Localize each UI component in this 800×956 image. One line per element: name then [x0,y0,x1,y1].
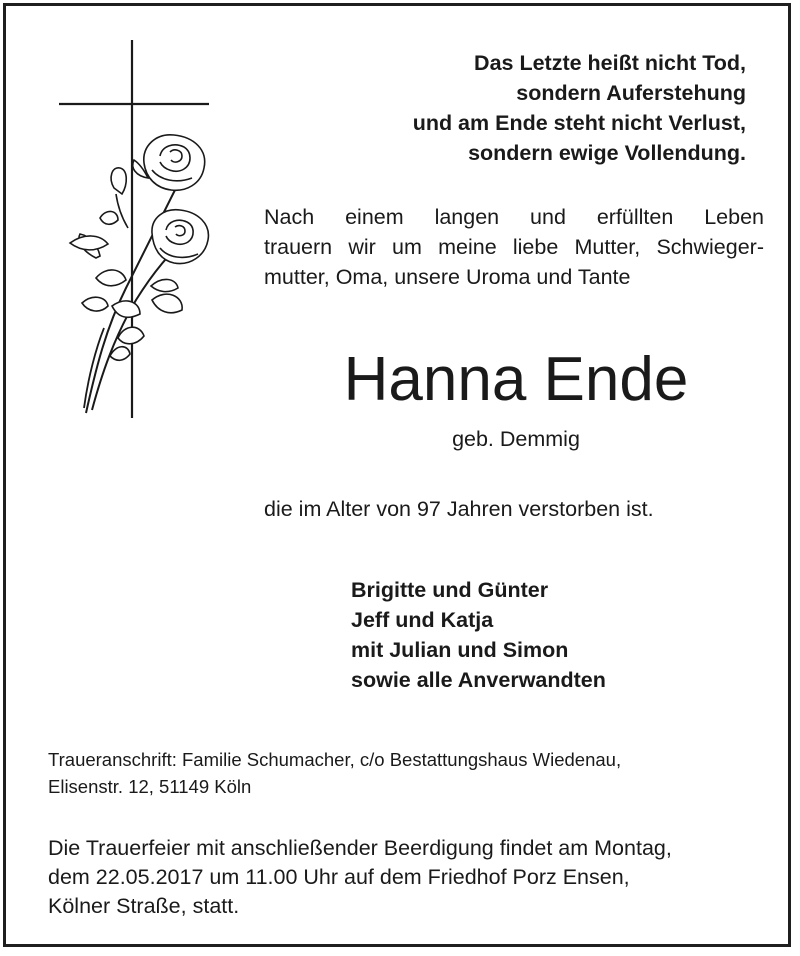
poem-line: Das Letzte heißt nicht Tod, [474,51,746,75]
address-line: Traueranschrift: Familie Schumacher, c/o Bestattungshaus Wiedenau, [48,749,622,770]
intro-line: trauern wir um meine liebe Mutter, Schwieger- [264,235,764,259]
poem-line: sondern Auferstehung [516,81,746,105]
age-statement: die im Alter von 97 Jahren verstorben ist. [264,497,654,521]
mourner-line: Brigitte und Günter [351,578,549,602]
poem-line: sondern ewige Vollendung. [468,141,746,165]
poem-line: und am Ende steht nicht Verlust, [412,111,746,135]
service-line: dem 22.05.2017 um 11.00 Uhr auf dem Friedhof Porz Ensen, [48,865,630,889]
poem-quote [306,48,746,168]
mourner-line: sowie alle Anverwandten [351,668,606,692]
service-line: Kölner Straße, statt. [48,894,240,918]
birth-name: geb. Demmig [452,427,580,451]
mourner-line: Jeff und Katja [351,608,494,632]
deceased-name: Hanna Ende [343,345,689,414]
address-line: Elisenstr. 12, 51149 Köln [48,776,252,797]
cross-with-roses-emblem [56,38,221,423]
funeral-service-info [48,834,672,921]
service-line: Die Trauerfeier mit anschließender Beerdigung findet am Montag, [48,836,672,860]
mourner-line: mit Julian und Simon [351,638,569,662]
mourning-address [48,746,621,800]
mourners-list [351,575,606,695]
rose-icon [70,135,208,413]
notice-frame [3,3,791,947]
intro-line: mutter, Oma, unsere Uroma und Tante [264,265,631,289]
intro-line: Nach einem langen und erfüllten Leben [264,205,764,229]
intro-text [264,202,764,292]
